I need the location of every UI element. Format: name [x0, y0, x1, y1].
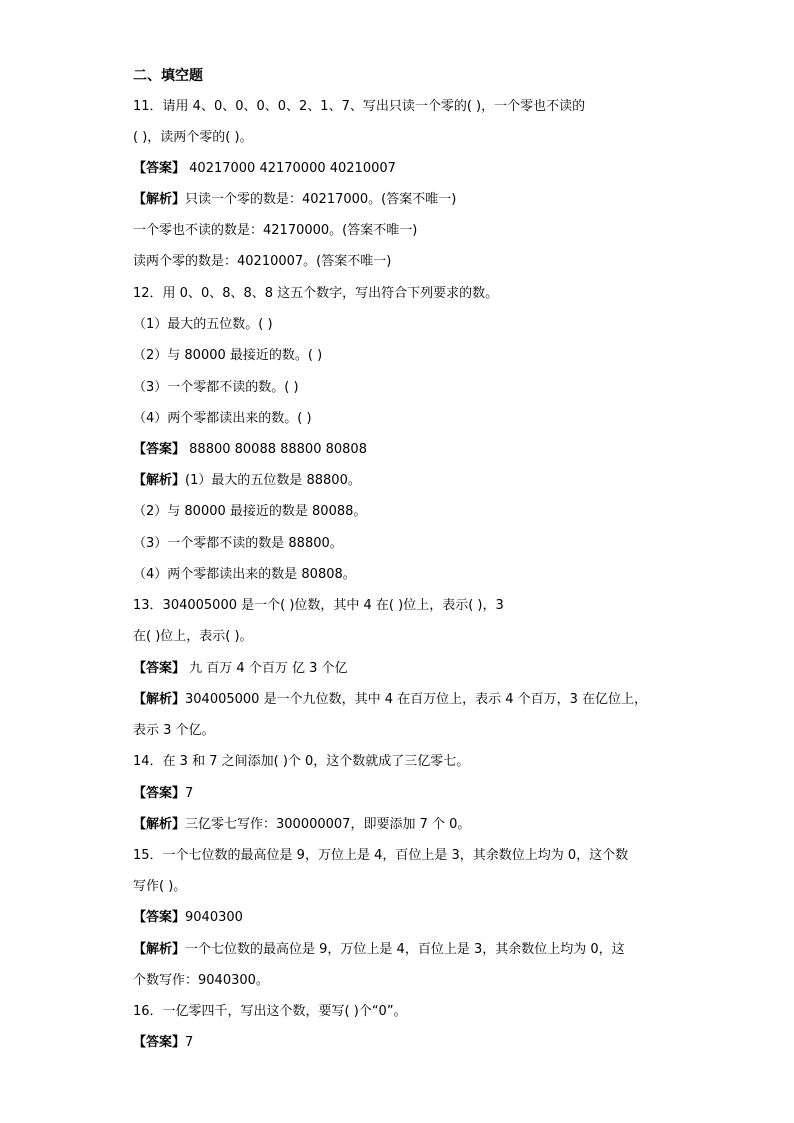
q13-line-2: 在( )位上，表示( )。 — [133, 629, 253, 644]
q12-item-4: （4）两个零都读出来的数。( ) — [133, 411, 312, 426]
q14-line-1: 14．在 3 和 7 之间添加( )个 0，这个数就成了三亿零七。 — [133, 754, 470, 769]
q15-analysis-1: 【解析】一个七位数的最高位是 9，万位上是 4，百位上是 3，其余数位上均为 0，这 — [133, 942, 625, 957]
q12-analysis-3: （3）一个零都不读的数是 88800。 — [133, 536, 343, 551]
q11-line-1: 11．请用 4、0、0、0、0、2、1、7、写出只读一个零的( )，一个零也不读的 — [133, 99, 586, 114]
q12-item-3: （3）一个零都不读的数。( ) — [133, 380, 299, 395]
q15-line-2: 写作( )。 — [133, 879, 187, 894]
q11-answer: 【答案】 40217000 42170000 40210007 — [133, 161, 396, 176]
q14-answer: 【答案】7 — [133, 786, 194, 801]
q12-item-1: （1）最大的五位数。( ) — [133, 317, 273, 332]
q16-line-1: 16．一亿零四千，写出这个数，要写( )个“0”。 — [133, 1004, 407, 1019]
q15-answer: 【答案】9040300 — [133, 910, 243, 925]
q13-analysis-1: 【解析】304005000 是一个九位数，其中 4 在百万位上，表示 4 个百万，3 在亿位上， — [133, 692, 648, 707]
q15-analysis-2: 个数写作：9040300。 — [133, 973, 269, 988]
q11-analysis-1: 【解析】只读一个零的数是：40217000。(答案不唯一) — [133, 192, 457, 207]
q12-line-1: 12．用 0、0、8、8、8 这五个数字，写出符合下列要求的数。 — [133, 286, 499, 301]
q12-answer: 【答案】 88800 80088 88800 80808 — [133, 442, 367, 457]
q11-analysis-2: 一个零也不读的数是：42170000。(答案不唯一) — [133, 223, 418, 238]
q11-line-2: ( )，读两个零的( )。 — [133, 130, 253, 145]
q16-answer: 【答案】7 — [133, 1035, 194, 1050]
q13-answer: 【答案】 九 百万 4 个百万 亿 3 个亿 — [133, 661, 348, 676]
q12-analysis-2: （2）与 80000 最接近的数是 80088。 — [133, 504, 367, 519]
q13-line-1: 13．304005000 是一个( )位数，其中 4 在( )位上，表示( )，3 — [133, 598, 504, 613]
q13-analysis-2: 表示 3 个亿。 — [133, 723, 215, 738]
q12-analysis-4: （4）两个零都读出来的数是 80808。 — [133, 567, 356, 582]
q12-item-2: （2）与 80000 最接近的数。( ) — [133, 348, 323, 363]
section-heading: 二、填空题 — [133, 68, 203, 84]
q12-analysis-1: 【解析】(1）最大的五位数是 88800。 — [133, 473, 361, 488]
q15-line-1: 15．一个七位数的最高位是 9，万位上是 4，百位上是 3，其余数位上均为 0，这个数 — [133, 848, 629, 863]
q11-analysis-3: 读两个零的数是：40210007。(答案不唯一) — [133, 254, 392, 269]
q14-analysis: 【解析】三亿零七写作：300000007，即要添加 7 个 0。 — [133, 817, 471, 832]
